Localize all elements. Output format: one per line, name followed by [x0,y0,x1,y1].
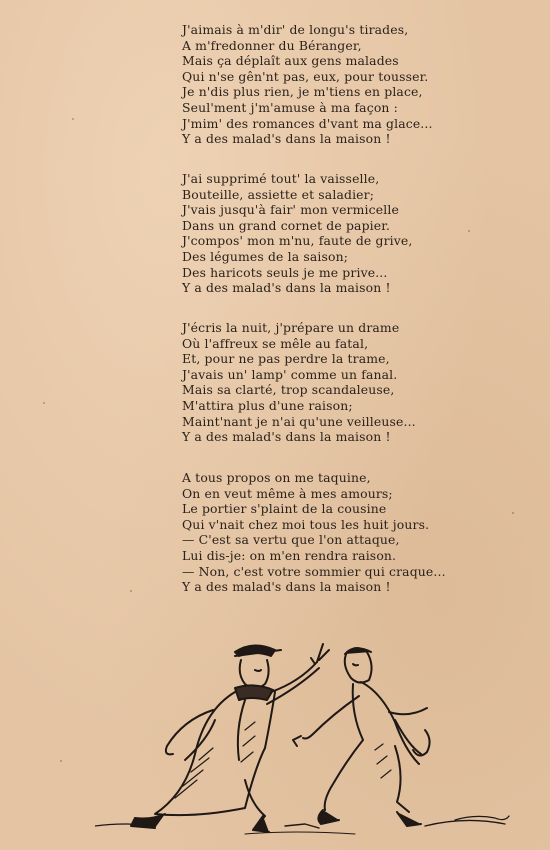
verse-line: Lui dis-je: on m'en rendra raison. [182,547,397,563]
stanza-2 [182,171,412,296]
verse-line: Dans un grand cornet de papier. [182,217,391,233]
stanza-1 [182,22,433,147]
refrain-line: Y a des malad's dans la maison ! [182,429,391,445]
verse-line: Qui n'se gên'nt pas, eux, pour tousser. [182,68,429,84]
refrain-line: Y a des malad's dans la maison ! [182,579,391,595]
paper-speck [60,760,62,762]
verse-line: J'ai supprimé tout' la vaisselle, [182,171,380,186]
verse-line: Bouteille, assiette et saladier; [182,186,375,202]
verse-line: J'vais jusqu'à fair' mon vermicelle [182,202,399,218]
verse-line: J'écris la nuit, j'prépare un drame [182,320,400,335]
verse-line: Mais sa clarté, trop scandaleuse, [182,382,395,398]
verse-line: J'avais un' lamp' comme un fanal. [182,366,398,382]
verse-line: Mais ça déplaît aux gens malades [182,53,399,69]
paper-speck [130,590,132,592]
right-figure [293,648,430,826]
verse-line: M'attira plus d'une raison; [182,397,353,413]
verse-line: Seul'ment j'm'amuse à ma façon : [182,99,398,115]
verse-line: Maint'nant je n'ai qu'une veilleuse... [182,413,416,429]
paper-speck [72,118,74,120]
verse-line: Je n'dis plus rien, je m'tiens en place, [182,84,423,100]
verse-line: Le portier s'plaint de la cousine [182,501,387,517]
verse-line: Des légumes de la saison; [182,248,349,264]
stanza-4 [182,470,446,595]
two-men-arguing-drawing-icon [95,630,515,840]
verse-line: J'aimais à m'dir' de longu's tirades, [182,22,409,37]
verse-line: — C'est sa vertu que l'on attaque, [182,532,400,548]
verse-line: On en veut même à mes amours; [182,485,393,501]
verse-line: A m'fredonner du Béranger, [182,37,362,53]
refrain-line: Y a des malad's dans la maison ! [182,280,391,296]
verse-line: A tous propos on me taquine, [182,470,371,485]
verse-line: — Non, c'est votre sommier qui craque... [182,563,446,579]
verse-line: J'mim' des romances d'vant ma glace... [182,115,433,131]
verse-line: Où l'affreux se mêle au fatal, [182,335,369,351]
stanza-3 [182,320,416,445]
left-figure [95,644,329,832]
paper-speck [512,512,514,514]
verse-line: Des haricots seuls je me prive... [182,264,388,280]
verse-line: J'compos' mon m'nu, faute de grive, [182,233,413,249]
verse-line: Qui v'nait chez moi tous les huit jours. [182,516,430,532]
paper-speck [468,230,470,232]
refrain-line: Y a des malad's dans la maison ! [182,131,391,147]
verse-line: Et, pour ne pas perdre la trame, [182,351,390,367]
paper-speck [43,402,45,404]
